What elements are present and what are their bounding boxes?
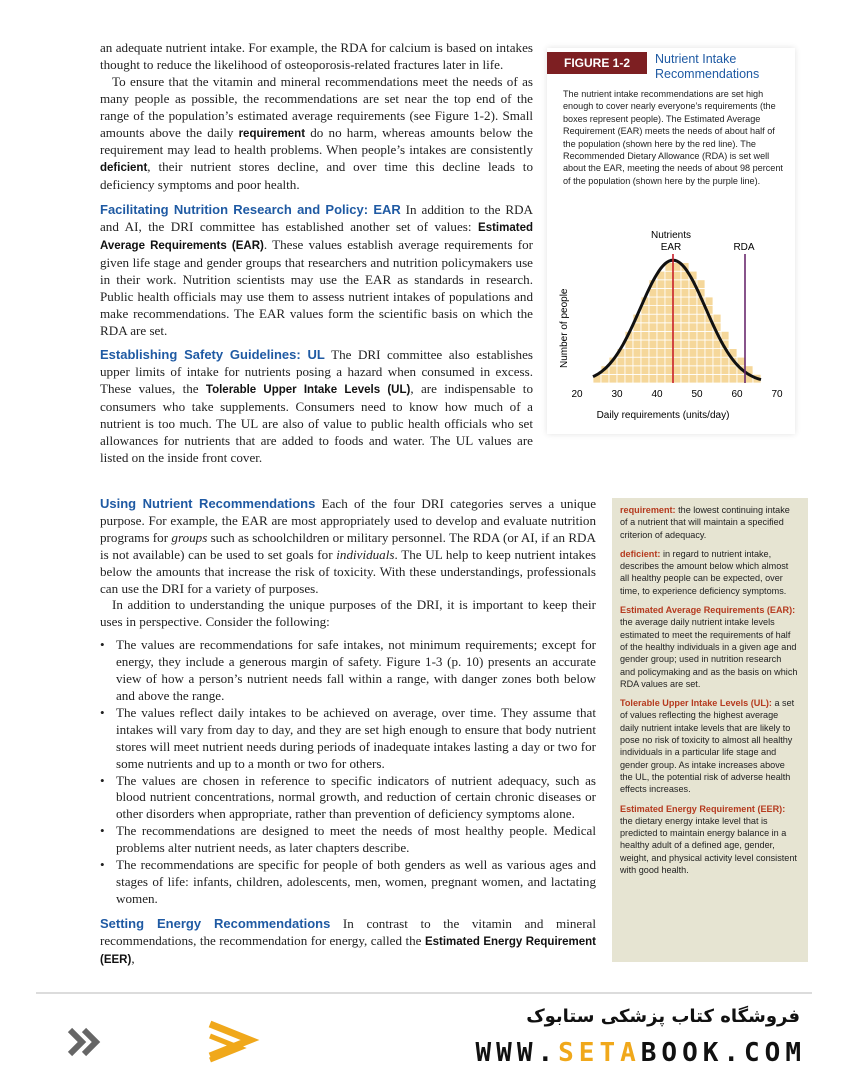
person-box <box>721 331 729 340</box>
keyword-ul: Tolerable Upper Intake Levels (UL) <box>205 384 411 397</box>
label-rda: RDA <box>733 242 755 253</box>
person-box <box>697 374 705 383</box>
x-tick-label: 40 <box>651 389 663 400</box>
person-box <box>673 271 681 280</box>
person-box <box>657 349 665 358</box>
person-box <box>681 340 689 349</box>
section-ear <box>100 202 533 339</box>
person-box <box>641 323 649 332</box>
person-box <box>625 357 633 366</box>
person-box <box>665 306 673 315</box>
keyword-eer: Estimated Energy Requirement (EER) <box>100 935 596 966</box>
person-box <box>673 314 681 323</box>
section-energy <box>100 916 596 969</box>
person-box <box>689 297 697 306</box>
figure-title: Nutrient Intake Recommendations <box>655 52 760 81</box>
person-box <box>681 306 689 315</box>
person-box <box>649 314 657 323</box>
person-box <box>689 323 697 332</box>
person-box <box>705 340 713 349</box>
keyword-deficient: deficient <box>100 162 148 175</box>
person-box <box>649 331 657 340</box>
glossary-definition: a set of values reflecting the highest average daily nutrient intake levels that are likely to pose no risk of toxicity to almost all healthy individuals in a particular life stage and gender group. As intake increases above the UL, the potential risk of adverse health effects increases. <box>620 698 795 795</box>
list-item: • The recommendations are designed to meet the needs of most healthy people. Medical problems alter nutrient needs, as later chapters describe. <box>116 823 596 857</box>
person-box <box>673 366 681 375</box>
x-tick-label: 60 <box>731 389 743 400</box>
logo-mark-icon <box>60 1010 260 1072</box>
person-box <box>705 331 713 340</box>
person-box <box>681 374 689 383</box>
person-box <box>673 357 681 366</box>
x-tick-label: 70 <box>771 389 783 400</box>
person-box <box>697 340 705 349</box>
person-box <box>633 340 641 349</box>
label-nutrients: Nutrients <box>650 230 692 241</box>
person-box <box>665 314 673 323</box>
person-box <box>673 331 681 340</box>
text-run: In contrast to the vitamin and mineral recommendations, the recommendation for energy, called the <box>100 915 597 948</box>
list-item: • The values are chosen in reference to specific indicators of nutrient adequacy, such as blood nutrient concentrations, normal growth, and reduction of certain chronic diseases or other disorders when appropriate, rather than prevention of deficiency symptoms alone. <box>116 773 596 824</box>
x-axis-label: Daily requirements (units/day) <box>596 410 730 421</box>
person-box <box>657 314 665 323</box>
person-box <box>649 357 657 366</box>
person-box <box>721 357 729 366</box>
footer-divider <box>36 992 812 994</box>
person-box <box>681 349 689 358</box>
person-box <box>649 323 657 332</box>
person-box <box>729 366 737 375</box>
person-box <box>713 349 721 358</box>
paragraph-recommendations <box>100 74 533 194</box>
heading-energy: Setting Energy Recommendations <box>100 915 331 931</box>
person-box <box>673 288 681 297</box>
person-box <box>657 331 665 340</box>
list-item: • The values are recommendations for safe intakes, not minimum requirements; except for energy, they include a generous margin of safety. Figure 1-3 (p. 10) presents an accurate view of how a person’s nutrient needs fall within a range, with danger zones both below and above the range. <box>116 637 596 705</box>
text-run: such as schoolchildren or military personnel. The RDA (or AI, if an RDA is not available) can be used to set goals for <box>100 529 596 562</box>
keyword-ear: Estimated Average Requirements (EAR) <box>100 222 533 252</box>
person-box <box>649 297 657 306</box>
person-box <box>705 374 713 383</box>
considerations-list <box>100 637 596 908</box>
text-run: The DRI committee also establishes upper limits of intake for nutrients posing a hazard when consumed in excess. These values, the <box>100 347 534 397</box>
person-box <box>625 366 633 375</box>
person-box <box>681 297 689 306</box>
person-box <box>633 349 641 358</box>
section-using <box>100 496 596 597</box>
glossary-entry <box>620 604 798 690</box>
keyword-requirement: requirement <box>238 127 306 140</box>
glossary-term: Estimated Average Requirements (EAR): <box>620 605 796 616</box>
glossary-term: deficient: <box>620 548 661 559</box>
person-box <box>649 374 657 383</box>
text-run: do no harm, whereas amounts below the requirement may lead to health problems. When people’s intakes are consistently <box>100 124 533 158</box>
person-box <box>665 366 673 375</box>
person-box <box>649 349 657 358</box>
text-run: . The UL help to keep nutrient intakes below the amounts that increase the risk of toxicity. With these understandings, professionals can use the DRI for a variety of purposes. <box>100 546 596 596</box>
person-box <box>681 323 689 332</box>
glossary-entry <box>620 548 798 597</box>
person-box <box>673 297 681 306</box>
person-box <box>697 323 705 332</box>
person-box <box>689 374 697 383</box>
text-run: To ensure that the vitamin and mineral recommendations meet the needs of as many people as possible, the recommendations are set near the top end of the range of the population’s estimated average requirements (see Figure 1-2). Small amounts above the daily <box>100 73 533 140</box>
person-box <box>681 288 689 297</box>
person-box <box>601 374 609 383</box>
figure-tag: FIGURE 1-2 <box>547 52 647 74</box>
person-box <box>705 297 713 306</box>
person-box <box>673 280 681 289</box>
person-box <box>705 366 713 375</box>
left-column <box>100 40 533 467</box>
person-box <box>633 357 641 366</box>
italic-groups: groups <box>171 529 208 545</box>
person-box <box>673 323 681 332</box>
person-box <box>609 374 617 383</box>
glossary-definition: in regard to nutrient intake, describes the amount below which almost all healthy people can be expected, over time, to experience deficiency symptoms. <box>620 548 789 596</box>
person-box <box>657 280 665 289</box>
glossary-list <box>620 504 798 883</box>
list-item: • The recommendations are specific for people of both genders as well as various ages and stages of life: infants, children, adolescents, men, women, pregnant women, and lactating women. <box>116 857 596 908</box>
person-box <box>633 374 641 383</box>
glossary-entry <box>620 504 798 541</box>
person-box <box>673 340 681 349</box>
person-box <box>673 374 681 383</box>
person-box <box>641 349 649 358</box>
person-box <box>681 331 689 340</box>
person-box <box>721 366 729 375</box>
person-box <box>705 357 713 366</box>
person-box <box>713 357 721 366</box>
person-box <box>609 366 617 375</box>
store-name: فروشگاه کتاب پزشکی ستابوک <box>526 1006 800 1027</box>
person-box <box>665 288 673 297</box>
y-axis-label: Number of people <box>559 288 570 368</box>
glossary-margin <box>612 498 808 962</box>
person-box <box>737 374 745 383</box>
person-box <box>665 340 673 349</box>
figure-1-2 <box>547 48 795 434</box>
x-ticks <box>571 389 783 400</box>
glossary-definition: the dietary energy intake level that is predicted to maintain energy balance in a healthy adult of a defined age, gender, weight, and physical activity level consistent with good health. <box>620 815 797 876</box>
person-box <box>689 366 697 375</box>
x-tick-label: 30 <box>611 389 623 400</box>
person-box <box>689 306 697 315</box>
person-box <box>689 314 697 323</box>
person-box <box>617 357 625 366</box>
person-box <box>689 340 697 349</box>
person-box <box>657 340 665 349</box>
person-box <box>657 374 665 383</box>
text-run: Each of the four DRI categories serves a unique purpose. For example, the EAR are most appropriately used to develop and evaluate nutrition programs for <box>100 496 596 545</box>
person-box <box>665 271 673 280</box>
glossary-definition: the lowest continuing intake of a nutrient that will maintain a specified criterion of adequacy. <box>620 505 790 540</box>
glossary-definition: the average daily nutrient intake levels estimated to meet the requirements of half of the healthy individuals in a given age and gender group; used in nutrition research and policymaking and as the basis on which RDA values are set. <box>620 617 798 689</box>
person-box <box>713 314 721 323</box>
requirements-chart <box>547 218 795 434</box>
person-box <box>697 280 705 289</box>
person-box <box>665 280 673 289</box>
text-run: , are indispensable to consumers who take supplements. Consumers need to know how much of a nutrient is too much. The UL are also of value to public health officials who set allowances for nutrients that are added to foods and water. The UL values are listed on the inside front cover. <box>100 381 533 465</box>
person-box <box>633 331 641 340</box>
person-box <box>673 306 681 315</box>
person-box <box>657 366 665 375</box>
person-box <box>641 374 649 383</box>
person-box <box>657 357 665 366</box>
section-ul <box>100 347 533 466</box>
person-box <box>617 374 625 383</box>
text-run: . These values establish average requirements for given life stage and gender groups that researchers and nutrition policymakers use in their work. Nutrition scientists may use the EAR as standards in research. Public health officials may use them to assess nutrient intakes of populations and make recommendations. The EAR values form the scientific basis on which the RDA are set. <box>100 236 533 338</box>
glossary-term: Tolerable Upper Intake Levels (UL): <box>620 698 772 709</box>
person-box <box>697 331 705 340</box>
person-box <box>681 366 689 375</box>
person-box <box>705 349 713 358</box>
person-box <box>697 366 705 375</box>
person-box <box>641 340 649 349</box>
paragraph-addition: In addition to understanding the unique purposes of the DRI, it is important to keep their uses in perspective. Consider the following: <box>100 597 596 630</box>
watermark-footer <box>0 992 844 1080</box>
x-tick-label: 50 <box>691 389 703 400</box>
person-box <box>665 349 673 358</box>
person-box <box>721 374 729 383</box>
person-box <box>689 349 697 358</box>
person-box <box>633 366 641 375</box>
person-box <box>713 374 721 383</box>
store-url[interactable] <box>436 1038 806 1068</box>
heading-ul: Establishing Safety Guidelines: UL <box>100 347 325 363</box>
heading-using: Using Nutrient Recommendations <box>100 496 316 511</box>
glossary-term: requirement: <box>620 505 676 515</box>
person-box <box>697 349 705 358</box>
setabook-logo[interactable] <box>60 1010 260 1072</box>
list-item: • The values reflect daily intakes to be achieved on average, over time. They assume that intakes will vary from day to day, and they are set high enough to ensure that body nutrient stores will meet nutrient needs during periods of inadequate intakes lasting a day or two for some nutrients and up to a month or two for others. <box>116 705 596 773</box>
url-part: BOOK.COM <box>640 1038 806 1068</box>
glossary-entry <box>620 697 798 795</box>
person-box <box>729 374 737 383</box>
x-tick-label: 20 <box>571 389 583 400</box>
person-box <box>689 357 697 366</box>
italic-individuals: individuals <box>336 546 395 562</box>
heading-ear: Facilitating Nutrition Research and Policy: EAR <box>100 202 401 218</box>
person-box <box>625 374 633 383</box>
person-box <box>641 357 649 366</box>
label-ear: EAR <box>660 242 682 253</box>
person-box <box>657 306 665 315</box>
person-box <box>657 288 665 297</box>
person-box <box>697 357 705 366</box>
person-box <box>641 314 649 323</box>
text-run: , their nutrient stores decline, and over time this decline leads to deficiency symptoms and poor health. <box>100 159 533 193</box>
full-width-text <box>100 496 596 968</box>
person-box <box>673 349 681 358</box>
person-box <box>641 366 649 375</box>
person-box <box>665 297 673 306</box>
person-box <box>697 314 705 323</box>
glossary-entry <box>620 803 798 877</box>
url-part-highlight: SETA <box>558 1038 641 1068</box>
person-box <box>649 366 657 375</box>
person-box <box>665 374 673 383</box>
glossary-term: Estimated Energy Requirement (EER): <box>620 803 786 814</box>
person-box <box>625 349 633 358</box>
intro-paragraph: an adequate nutrient intake. For example, the RDA for calcium is based on intakes thought to reduce the likelihood of osteoporosis-related fractures later in life. <box>100 40 533 72</box>
person-box <box>681 280 689 289</box>
figure-caption: The nutrient intake recommendations are set high enough to cover nearly everyone’s requirements (the boxes represent people). The Estimated Average Requirement (EAR) meets the needs of about half of the population (shown here by the red line). The Recommended Dietary Allowance (RDA) is set well about the EAR, meeting the needs of about 98 percent of the population (shown here by the purple line). <box>563 89 783 186</box>
person-box <box>649 340 657 349</box>
person-box <box>681 357 689 366</box>
person-box <box>657 323 665 332</box>
text-run: In addition to the RDA and AI, the DRI committee has established another set of values: <box>100 202 533 235</box>
url-part: WWW. <box>475 1038 559 1068</box>
person-box <box>665 357 673 366</box>
person-box <box>713 366 721 375</box>
person-box <box>649 306 657 315</box>
person-box <box>657 297 665 306</box>
person-box <box>665 323 673 332</box>
person-box <box>665 331 673 340</box>
person-box <box>617 366 625 375</box>
person-box <box>681 314 689 323</box>
text-run: , <box>131 950 135 966</box>
person-box <box>641 331 649 340</box>
person-box <box>689 331 697 340</box>
